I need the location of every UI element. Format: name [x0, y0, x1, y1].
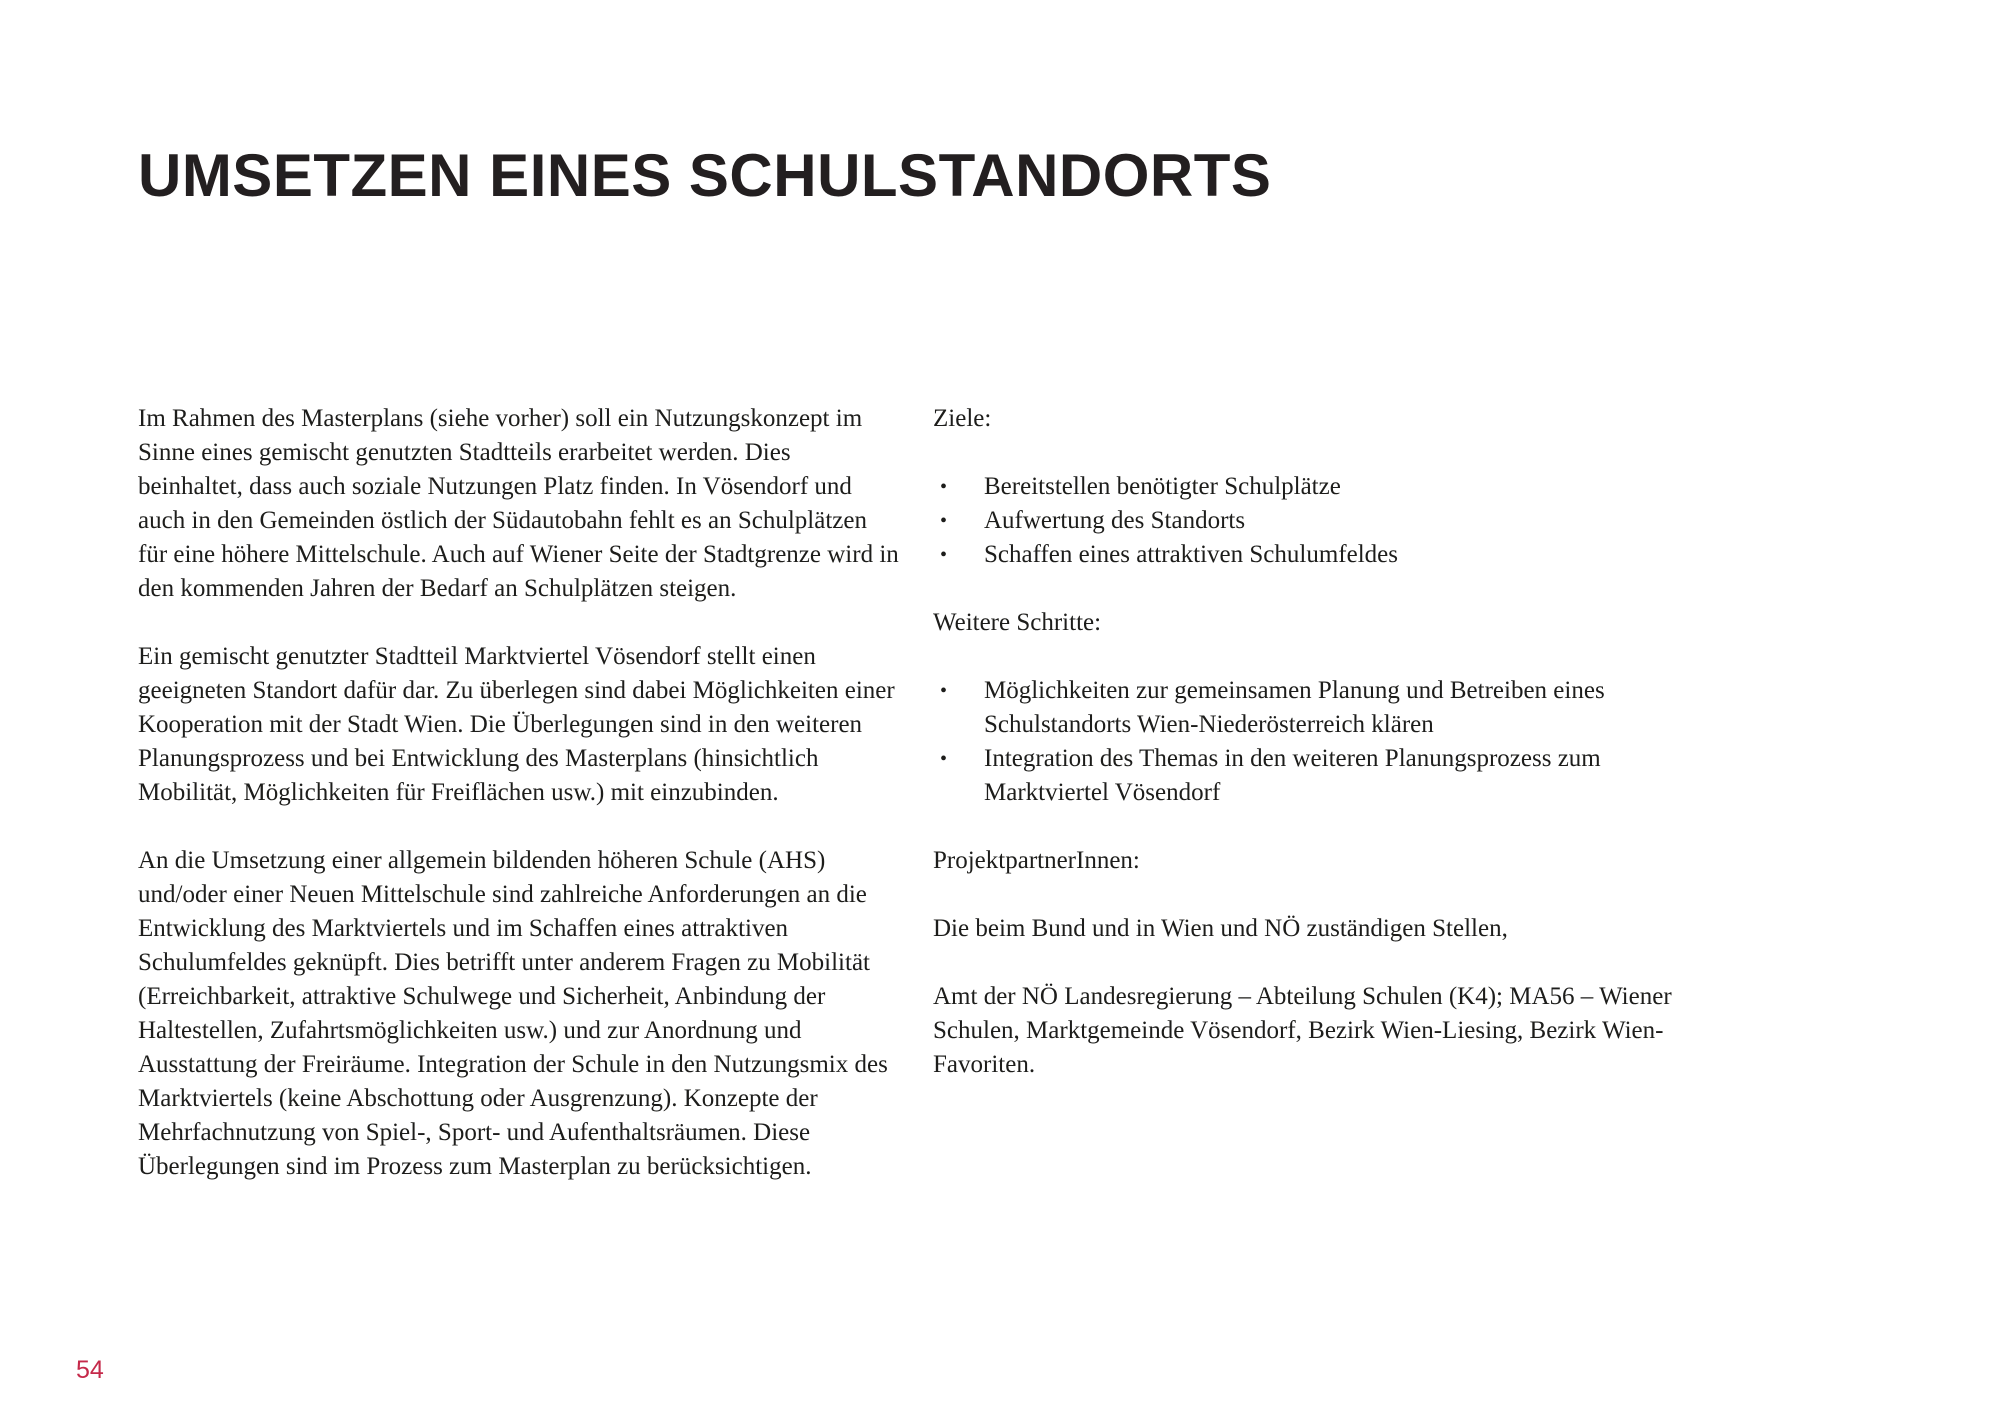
body-paragraph: An die Umsetzung einer allgemein bildenden höheren Schule (AHS) und/oder einer Neuen Mittelschule sind zahlreiche Anforderungen an die Entwicklung des Marktviertels und im Schaffen eines attraktiven Schulumfeldes geknüpft. Dies betrifft unter anderem Fragen zu Mobilität (Erreichbarkeit, attraktive Schulwege und Sicherheit, Anbindung der Haltestellen, Zufahrtsmöglichkeiten usw.) und zur Anordnung und Ausstattung der Freiräume. Integration der Schule in den Nutzungsmix des Marktviertels (keine Abschottung oder Ausgrenzung). Konzepte der Mehrfachnutzung von Spiel-, Sport- und Aufenthaltsräumen. Diese Überlegungen sind im Prozess zum Masterplan zu berücksichtigen. [138, 847, 888, 1180]
body-paragraph: Ein gemischt genutzter Stadtteil Marktviertel Vösendorf stellt einen geeigneten Standort dafür dar. Zu überlegen sind dabei Möglichkeiten einer Kooperation mit der Stadt Wien. Die Überlegungen sind in den weiteren Planungsprozess und bei Entwicklung des Masterplans (hinsichtlich Mobilität, Möglichkeiten für Freiflächen usw.) mit einzubinden. [138, 643, 895, 806]
next-steps-section [933, 606, 1694, 810]
goals-heading: Ziele: [933, 405, 992, 432]
left-column [138, 402, 899, 1184]
bullet-item [933, 470, 1694, 504]
partners-line: Amt der NÖ Landesregierung – Abteilung Schulen (K4); MA56 – Wiener Schulen, Marktgemeinde Vösendorf, Bezirk Wien-Liesing, Bezirk Wien-Favoriten. [933, 983, 1672, 1078]
bullet-text: Aufwertung des Standorts [984, 507, 1246, 534]
partners-line: Die beim Bund und in Wien und NÖ zuständigen Stellen, [933, 915, 1508, 942]
bullet-marker-icon: • [940, 544, 948, 566]
bullet-marker-icon: • [940, 510, 948, 532]
bullet-text: Schaffen eines attraktiven Schulumfeldes [984, 541, 1398, 568]
page-title: UMSETZEN EINES SCHULSTANDORTS [138, 142, 1272, 209]
bullet-text: Integration des Themas in den weiteren Planungsprozess zum Marktviertel Vösendorf [984, 745, 1601, 806]
bullet-item [933, 674, 1694, 742]
goals-section [933, 402, 1694, 572]
right-column [933, 402, 1694, 1184]
bullet-marker-icon: • [940, 680, 948, 702]
bullet-item [933, 504, 1694, 538]
partners-section [933, 844, 1694, 1082]
bullet-item [933, 538, 1694, 572]
body-paragraph: Im Rahmen des Masterplans (siehe vorher) soll ein Nutzungskonzept im Sinne eines gemischt genutzten Stadtteils erarbeitet werden. Dies beinhaltet, dass auch soziale Nutzungen Platz finden. In Vösendorf und auch in den Gemeinden östlich der Südautobahn fehlt es an Schulplätzen für eine höhere Mittelschule. Auch auf Wiener Seite der Stadtgrenze wird in den kommenden Jahren der Bedarf an Schulplätzen steigen. [138, 405, 899, 602]
bullet-item [933, 742, 1694, 810]
bullet-marker-icon: • [940, 748, 948, 770]
next-steps-heading: Weitere Schritte: [933, 609, 1102, 636]
page-number: 54 [76, 1356, 104, 1384]
content-columns [138, 402, 1694, 1184]
partners-heading: ProjektpartnerInnen: [933, 847, 1140, 874]
bullet-text: Möglichkeiten zur gemeinsamen Planung und Betreiben eines Schulstandorts Wien-Niederösterreich klären [984, 677, 1605, 738]
bullet-text: Bereitstellen benötigter Schulplätze [984, 473, 1341, 500]
bullet-marker-icon: • [940, 476, 948, 498]
